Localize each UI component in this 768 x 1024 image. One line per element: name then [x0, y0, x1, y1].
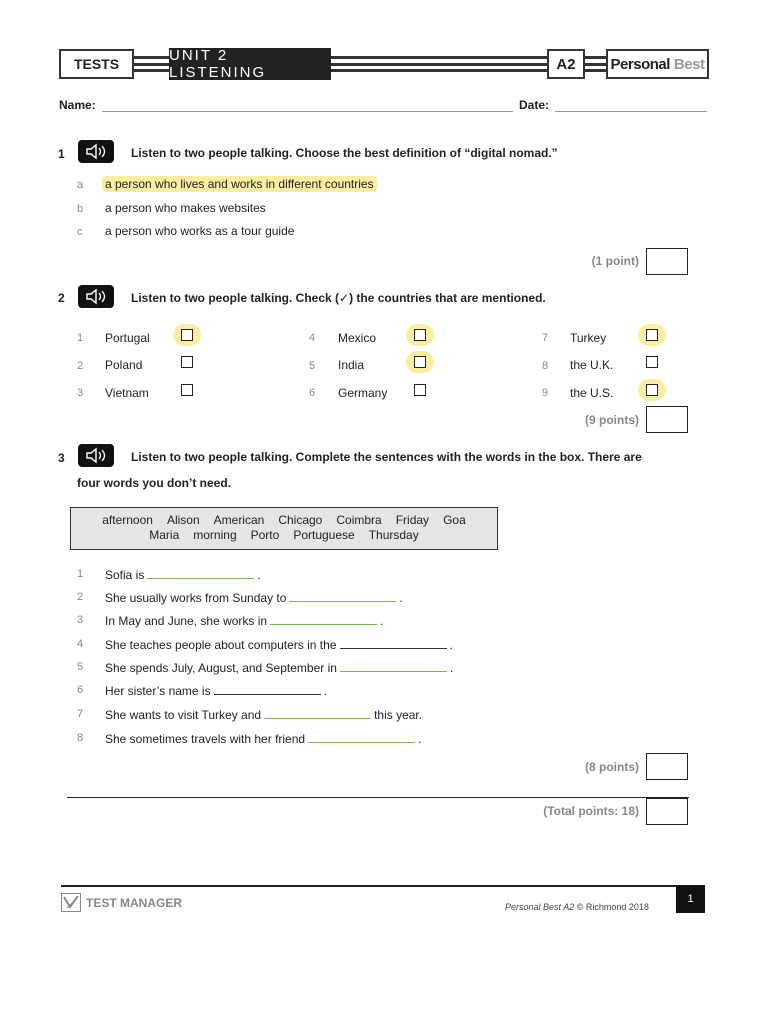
level-badge: A2 — [547, 49, 585, 79]
sentence-number: 5 — [77, 661, 84, 673]
sentence-end: . — [323, 684, 327, 698]
word: morning — [193, 528, 237, 542]
word: Coimbra — [336, 513, 382, 527]
test-manager-label: TEST MANAGER — [86, 895, 182, 910]
country-name: Poland — [105, 358, 143, 372]
sentence-6 — [105, 683, 327, 698]
country-name: Portugal — [105, 331, 150, 345]
question-2-score-box[interactable] — [646, 406, 688, 433]
option-letter: b — [77, 203, 84, 215]
sentence-end: . — [449, 661, 454, 675]
country-number: 2 — [77, 360, 84, 372]
option-letter: c — [77, 226, 83, 238]
sentence-8 — [105, 731, 421, 746]
checkbox-vietnam[interactable] — [181, 384, 193, 396]
word: Goa — [443, 513, 466, 527]
question-3-instruction: Listen to two people talking. Complete the sentences with the words in the box. There are — [131, 450, 642, 464]
word: Alison — [166, 513, 200, 527]
answer-blank[interactable] — [340, 660, 447, 672]
speaker-icon — [78, 285, 114, 308]
checkbox-us[interactable] — [646, 384, 658, 396]
question-number: 1 — [58, 147, 65, 161]
copyright-symbol: © — [576, 902, 584, 912]
option-b[interactable]: a person who makes websites — [105, 201, 266, 215]
country-number: 8 — [542, 360, 549, 372]
word: Porto — [250, 528, 280, 542]
country-number: 3 — [77, 387, 84, 399]
sentence-text: She wants to visit Turkey and — [105, 708, 262, 722]
sentence-text: Her sister’s name is — [105, 684, 211, 698]
country-number: 5 — [309, 360, 316, 372]
sentence-text: She usually works from Sunday to — [105, 591, 287, 605]
word: Chicago — [278, 513, 323, 527]
name-label: Name: — [59, 98, 96, 112]
question-3-instruction-cont: four words you don’t need. — [77, 476, 231, 490]
question-1-points: (1 point) — [591, 254, 639, 268]
word-box — [70, 507, 498, 550]
sentence-1 — [105, 567, 261, 582]
answer-blank[interactable] — [308, 731, 415, 743]
date-field[interactable] — [555, 111, 707, 112]
checkbox-germany[interactable] — [414, 384, 426, 396]
option-a[interactable] — [105, 177, 377, 191]
answer-blank[interactable] — [340, 637, 447, 649]
sentence-7 — [105, 707, 422, 722]
answer-blank[interactable] — [289, 590, 396, 602]
country-name: Vietnam — [105, 386, 149, 400]
sentence-text: Sofia is — [105, 568, 145, 582]
question-2-instruction: Listen to two people talking. Check (✓) the countries that are mentioned. — [131, 291, 546, 305]
sentence-end: . — [449, 638, 453, 652]
test-manager-icon — [61, 893, 81, 912]
checkbox-portugal[interactable] — [181, 329, 193, 341]
country-name: India — [338, 358, 365, 372]
sentence-number: 4 — [77, 638, 84, 650]
country-name: Turkey — [570, 331, 607, 345]
option-c[interactable]: a person who works as a tour guide — [105, 224, 295, 238]
checkbox-uk[interactable] — [646, 356, 658, 368]
word: Thursday — [368, 528, 419, 542]
word: Maria — [149, 528, 180, 542]
sentence-text: She sometimes travels with her friend — [105, 732, 306, 746]
sentence-number: 3 — [77, 614, 84, 626]
sentence-number: 8 — [77, 732, 84, 744]
question-3-score-box[interactable] — [646, 753, 688, 780]
sentence-4 — [105, 637, 453, 652]
country-name: Mexico — [338, 331, 377, 345]
checkbox-turkey[interactable] — [646, 329, 658, 341]
question-1-instruction: Listen to two people talking. Choose the best definition of “digital nomad.” — [131, 146, 558, 160]
country-name: Germany — [338, 386, 388, 400]
answer-blank[interactable] — [147, 567, 254, 579]
date-label: Date: — [519, 98, 550, 112]
word: American — [213, 513, 265, 527]
speaker-icon — [78, 140, 114, 163]
sentence-number: 2 — [77, 591, 84, 603]
sentence-2 — [105, 590, 403, 605]
name-field[interactable] — [102, 111, 513, 112]
option-letter: a — [77, 179, 84, 191]
footer-divider — [61, 885, 705, 887]
question-2-points: (9 points) — [585, 413, 639, 427]
word: Friday — [395, 513, 430, 527]
sentence-3 — [105, 613, 383, 628]
checkbox-india[interactable] — [414, 356, 426, 368]
word-row — [71, 513, 497, 528]
publisher: Richmond 2018 — [585, 902, 649, 912]
sentence-text: In May and June, she works in — [105, 614, 268, 628]
word: Portuguese — [293, 528, 355, 542]
country-number: 6 — [309, 387, 316, 399]
question-1-score-box[interactable] — [646, 248, 688, 275]
brand-best: Best — [673, 55, 705, 73]
book-title: Personal Best A2 — [505, 902, 575, 912]
answer-blank[interactable] — [270, 613, 377, 625]
sentence-end: . — [257, 568, 261, 582]
sentence-number: 1 — [77, 568, 84, 580]
audio-speaker-icon[interactable] — [78, 285, 114, 308]
audio-speaker-icon[interactable] — [78, 140, 114, 163]
country-name: the U.K. — [570, 358, 614, 372]
country-number: 1 — [77, 332, 84, 344]
sentence-text: She spends July, August, and September in — [105, 661, 337, 675]
word-row — [71, 528, 497, 543]
audio-speaker-icon[interactable] — [78, 444, 114, 467]
footer-copyright — [505, 902, 649, 912]
question-number: 3 — [58, 451, 65, 465]
option-a-text: a person who lives and works in different countries — [102, 176, 377, 192]
speaker-icon — [78, 444, 114, 467]
answer-blank[interactable] — [264, 707, 371, 719]
brand-logo — [606, 49, 709, 79]
country-number: 7 — [542, 332, 549, 344]
total-points: (Total points: 18) — [543, 804, 639, 818]
checkbox-poland[interactable] — [181, 356, 193, 368]
word: afternoon — [102, 513, 153, 527]
sentence-5 — [105, 660, 453, 675]
test-manager-logo — [61, 893, 182, 912]
unit-title: UNIT 2 LISTENING — [169, 48, 331, 80]
sentence-number: 6 — [77, 684, 84, 696]
total-divider — [67, 797, 689, 798]
country-number: 4 — [309, 332, 316, 344]
question-number: 2 — [58, 291, 65, 305]
country-name: the U.S. — [570, 386, 614, 400]
page-number: 1 — [676, 885, 705, 913]
question-3-points: (8 points) — [585, 760, 639, 774]
sentence-end: . — [418, 732, 422, 746]
total-score-box[interactable] — [646, 798, 688, 825]
tests-label: TESTS — [59, 49, 134, 79]
country-number: 9 — [542, 387, 549, 399]
brand-personal: Personal — [610, 55, 670, 73]
answer-blank[interactable] — [214, 683, 321, 695]
checkbox-mexico[interactable] — [414, 329, 426, 341]
sentence-number: 7 — [77, 708, 84, 720]
sentence-end: this year. — [374, 708, 423, 722]
sentence-end: . — [380, 614, 384, 628]
sentence-text: She teaches people about computers in the — [105, 638, 337, 652]
sentence-end: . — [399, 591, 403, 605]
